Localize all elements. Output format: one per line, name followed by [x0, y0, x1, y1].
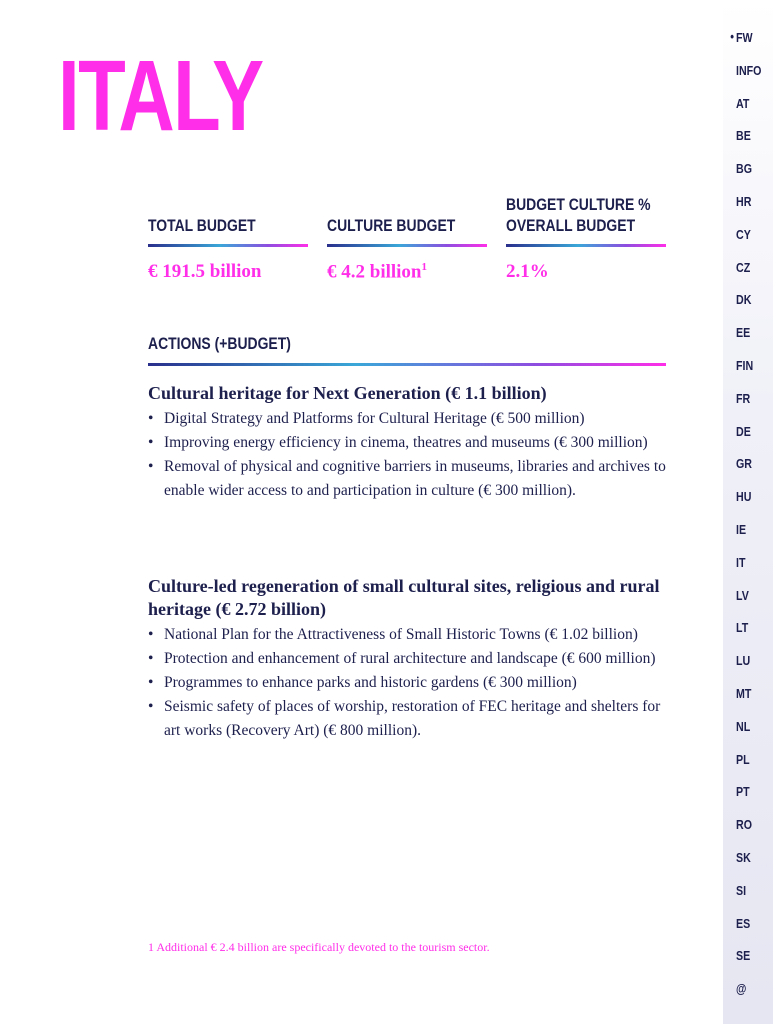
nav-item-be[interactable]: BE	[736, 128, 751, 144]
nav-item-hu[interactable]: HU	[736, 489, 752, 505]
list-item: • Seismic safety of places of worship, restoration of FEC heritage and shelters for art works (Recovery Art) (€ 800 million).	[148, 695, 668, 743]
nav-item-fw[interactable]: • FW	[736, 30, 769, 45]
nav-item-sk[interactable]: SK	[736, 850, 751, 865]
nav-item-cy[interactable]: CY	[736, 226, 751, 242]
nav-item-pl[interactable]: PL	[736, 751, 750, 767]
footnote-mark: 1	[421, 261, 427, 273]
footnote: 1 Additional € 2.4 billion are specifically devoted to the tourism sector.	[148, 940, 490, 954]
nav-item-pt[interactable]: PT	[736, 784, 750, 800]
total-budget-value: € 191.5 billion	[148, 261, 262, 282]
nav-item-lt[interactable]: LT	[736, 620, 749, 636]
divider	[506, 244, 666, 247]
total-budget	[148, 190, 308, 283]
section-title: Culture-led regeneration of small cultural sites, religious and rural heritage (€ 2.72 billion)	[148, 576, 660, 619]
list-item: • Protection and enhancement of rural architecture and landscape (€ 600 million)	[148, 647, 668, 671]
nav-item-lu[interactable]: LU	[736, 653, 751, 669]
nav-item-ro[interactable]: RO	[736, 817, 752, 833]
nav-item-se[interactable]: SE	[736, 948, 751, 964]
nav-item-at[interactable]: AT	[736, 95, 750, 111]
actions-heading: ACTIONS (+BUDGET)	[148, 334, 291, 353]
nav-item-fr[interactable]: FR	[736, 390, 751, 406]
nav-item-contact[interactable]: @	[736, 981, 747, 997]
divider	[148, 363, 666, 366]
nav-item-dk[interactable]: DK	[736, 292, 752, 308]
list-item: • Improving energy efficiency in cinema, theatres and museums (€ 300 million)	[148, 431, 668, 455]
list-item: • Programmes to enhance parks and historic gardens (€ 300 million)	[148, 671, 668, 695]
list-item: • Digital Strategy and Platforms for Cultural Heritage (€ 500 million)	[148, 407, 668, 431]
nav-item-nl[interactable]: NL	[736, 718, 751, 734]
nav-item-cz[interactable]: CZ	[736, 259, 751, 275]
nav-item-bg[interactable]: BG	[736, 161, 752, 177]
action-section	[148, 575, 668, 743]
action-section	[148, 382, 668, 503]
nav-item-ie[interactable]: IE	[736, 522, 747, 537]
list-item: • Removal of physical and cognitive barriers in museums, libraries and archives to enable wider access to and participation in culture (€ 300 million).	[148, 455, 668, 503]
section-title: Cultural heritage for Next Generation (€ 1.1 billion)	[148, 383, 547, 403]
nav-item-mt[interactable]: MT	[736, 686, 752, 701]
nav-item-fin[interactable]: FIN	[736, 358, 754, 373]
nav-item-info[interactable]: INFO	[736, 62, 762, 78]
nav-item-gr[interactable]: GR	[736, 456, 752, 472]
nav-item-de[interactable]: DE	[736, 423, 751, 439]
nav-item-ee[interactable]: EE	[736, 325, 751, 341]
country-nav	[723, 0, 773, 1024]
list-item: • National Plan for the Attractiveness of Small Historic Towns (€ 1.02 billion)	[148, 623, 668, 647]
nav-item-es[interactable]: ES	[736, 915, 751, 931]
culture-budget	[327, 190, 487, 283]
total-budget-label: TOTAL BUDGET	[148, 216, 256, 235]
culture-percent-label: BUDGET CULTURE % OVERALL BUDGET	[506, 195, 651, 235]
culture-percent	[506, 190, 666, 283]
nav-item-hr[interactable]: HR	[736, 194, 752, 209]
culture-budget-label: CULTURE BUDGET	[327, 216, 456, 235]
culture-percent-value: 2.1%	[506, 261, 549, 282]
nav-item-si[interactable]: SI	[736, 882, 747, 898]
nav-item-lv[interactable]: LV	[736, 587, 749, 603]
culture-budget-value: € 4.2 billion$^1$	[327, 261, 427, 283]
divider	[327, 244, 487, 247]
page-title: ITALY	[58, 40, 263, 152]
divider	[148, 244, 308, 247]
nav-item-it[interactable]: IT	[736, 554, 746, 570]
